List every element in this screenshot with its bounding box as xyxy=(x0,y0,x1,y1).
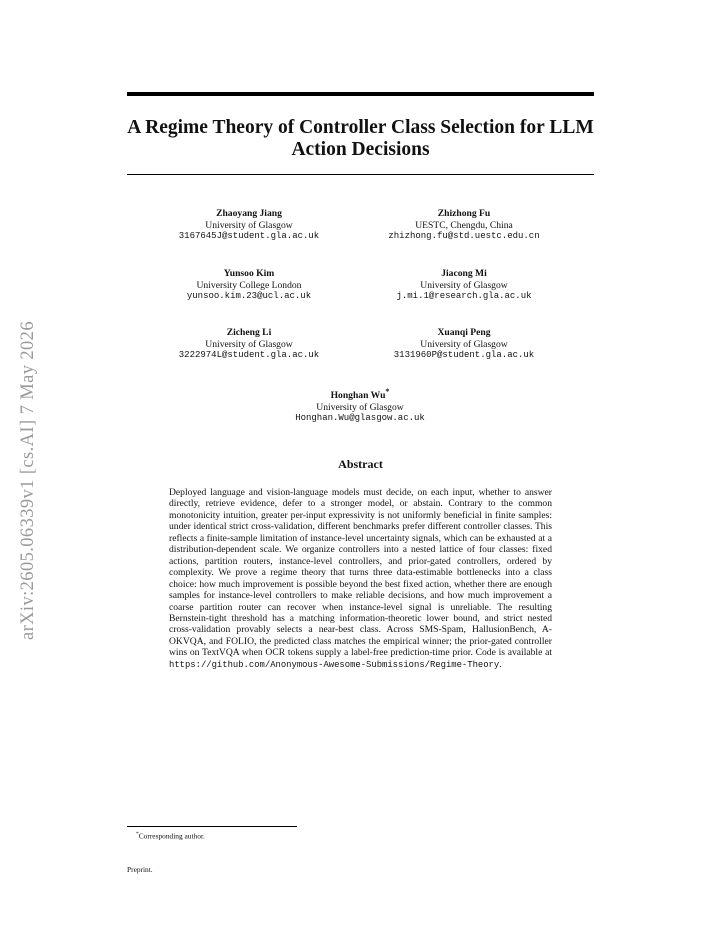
author-email[interactable]: 3167645J@student.gla.ac.uk xyxy=(178,231,320,242)
author-email[interactable]: 3131960P@student.gla.ac.uk xyxy=(393,350,535,361)
footnote-text: Corresponding author. xyxy=(138,831,205,841)
abstract-end-punct: . xyxy=(499,658,502,670)
author-name: Zhaoyang Jiang xyxy=(216,208,282,219)
author-affiliation: University of Glasgow xyxy=(205,338,293,350)
author-block xyxy=(129,268,369,303)
author-email[interactable]: yunsoo.kim.23@ucl.ac.uk xyxy=(186,291,312,302)
author-name: Zhizhong Fu xyxy=(437,208,491,219)
title-top-rule xyxy=(127,92,594,96)
author-block xyxy=(240,386,480,425)
author-name: Jiacong Mi xyxy=(441,268,487,279)
corresponding-mark: * xyxy=(385,387,390,396)
author-name: Yunsoo Kim xyxy=(223,268,275,279)
abstract-text: Deployed language and vision-language models must decide, on each input, whether to answer directly, retrieve evidence, defer to a stronger model, or abstain. Contrary to the common monotonicity intuition, greater per-input expressivity is not uniformly beneficial in finite samples: under identical strict cross-validation, different benchmarks prefer different controller classes. This reflects a finite-sample limitation of instance-level uncertainty signals, which can be exhausted at a distribution-dependent scale. We organize controllers into a nested lattice of four classes: fixed actions, partition routers, instance-level controllers, and prior-gated controllers, ordered by complexity. We prove a regime theory that turns three data-estimable bottlenecks into a class choice: how much improvement is possible beyond the best fixed action, whether there are enough samples for instance-level controllers to make reliable decisions, and how much improvement a coarse partition router can recover when instance-level signal is unreliable. The resulting Bernstein-tight threshold has a matching information-theoretic lower bound, and strict nested cross-validation provably selects a near-best class. Across SMS-Spam, HallusionBench, A-OKVQA, and FOLIO, the predicted class matches the empirical winner; the prior-gated controller wins on TextVQA when OCR tokens supply a label-free prediction-time prior. Code is available at xyxy=(169,487,552,659)
author-affiliation: University of Glasgow xyxy=(316,401,404,413)
author-affiliation: University of Glasgow xyxy=(205,219,293,231)
arxiv-side-stamp: arXiv:2605.06339v1 [cs.AI] 7 May 2026 xyxy=(18,321,38,640)
footnote-rule xyxy=(127,826,297,827)
author-name: Zicheng Li xyxy=(226,327,272,338)
abstract-body xyxy=(169,487,552,671)
author-affiliation: University of Glasgow xyxy=(420,279,508,291)
footnote xyxy=(136,831,205,840)
code-link[interactable]: https://github.com/Anonymous-Awesome-Submissions/Regime-Theory xyxy=(169,659,500,670)
preprint-label: Preprint. xyxy=(127,865,153,874)
author-affiliation: UESTC, Chengdu, China xyxy=(415,219,513,231)
author-name xyxy=(240,386,480,402)
paper-title: A Regime Theory of Controller Class Selection for LLM Action Decisions xyxy=(127,117,594,160)
author-name: Xuanqi Peng xyxy=(437,327,491,338)
author-affiliation: University College London xyxy=(196,279,302,291)
author-name-text: Honghan Wu xyxy=(330,390,386,402)
author-email[interactable]: 3222974L@student.gla.ac.uk xyxy=(178,350,320,361)
author-affiliation: University of Glasgow xyxy=(420,338,508,350)
author-block xyxy=(344,268,584,303)
author-block xyxy=(344,208,584,243)
author-email[interactable]: Honghan.Wu@glasgow.ac.uk xyxy=(295,413,425,424)
author-block xyxy=(129,208,369,243)
footnote-mark: * xyxy=(136,831,139,837)
author-block xyxy=(344,327,584,362)
abstract-heading: Abstract xyxy=(338,457,383,471)
title-bottom-rule xyxy=(127,174,594,175)
author-block xyxy=(129,327,369,362)
author-email[interactable]: j.mi.1@research.gla.ac.uk xyxy=(396,291,532,302)
author-email[interactable]: zhizhong.fu@std.uestc.edu.cn xyxy=(388,231,540,242)
